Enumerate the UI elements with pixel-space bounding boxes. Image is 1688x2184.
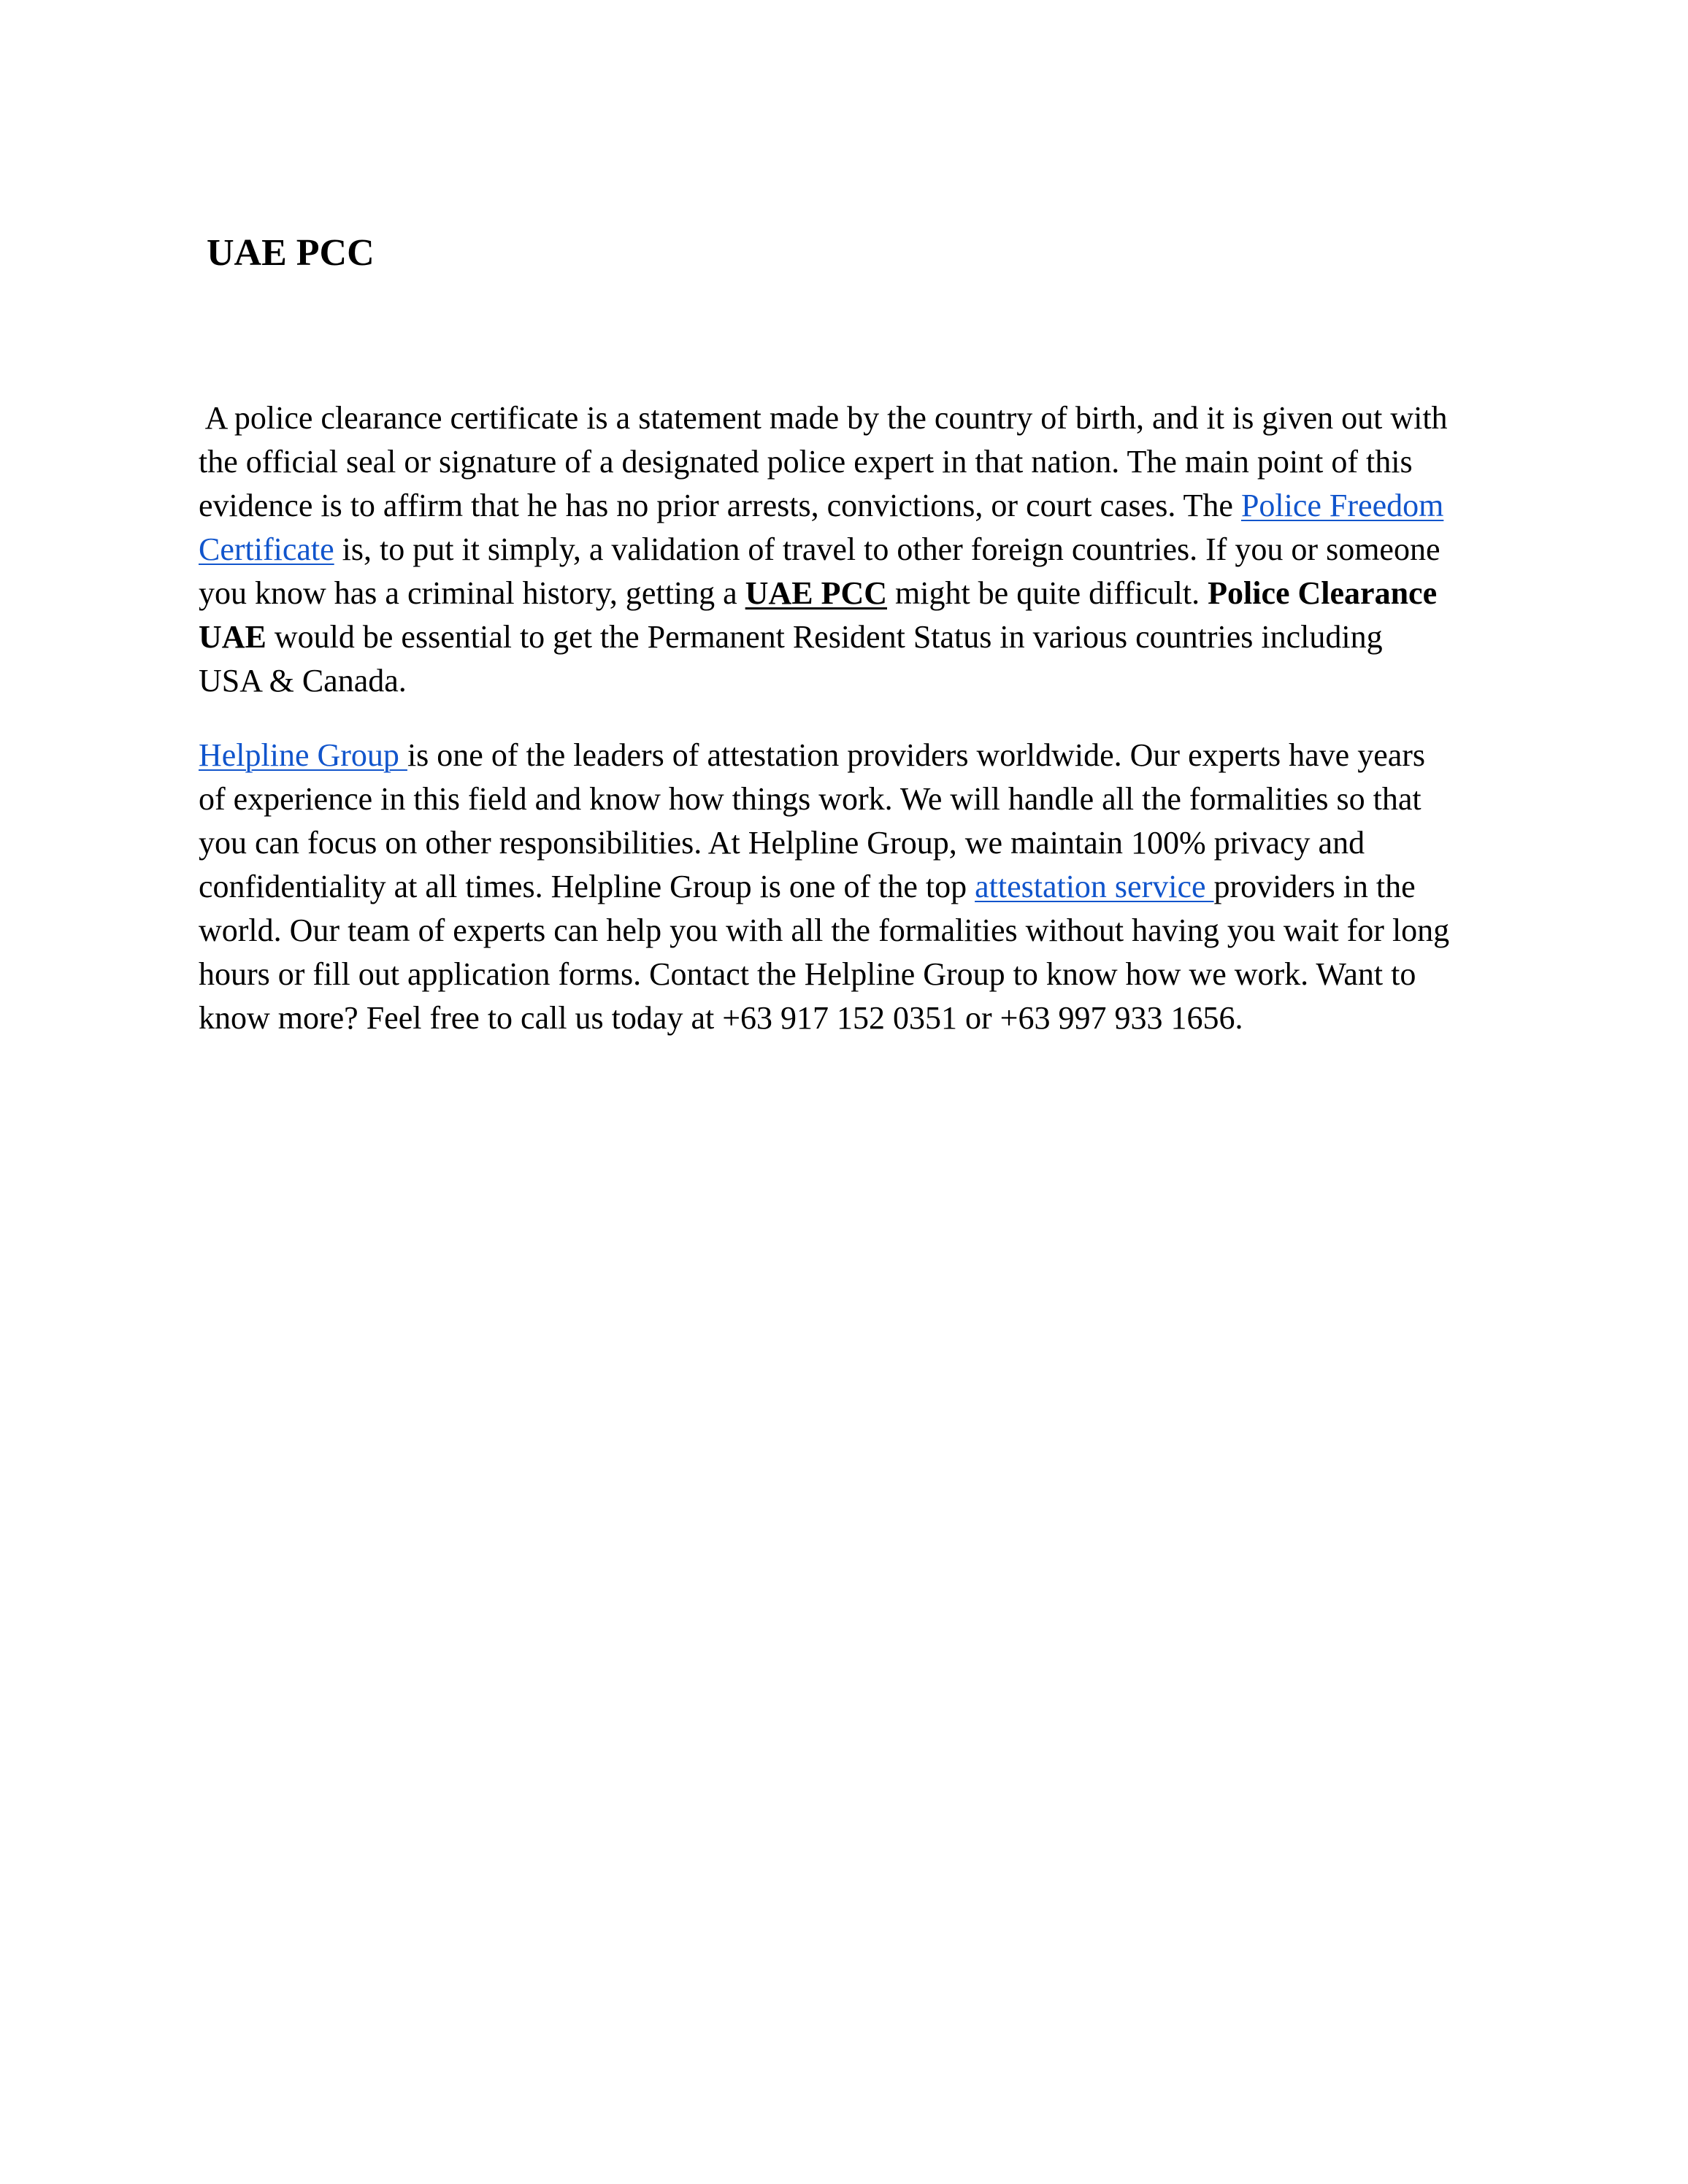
paragraph2-line-3: you can focus on other responsibilities. At Helpline Group, we maintain 100% privacy and bbox=[199, 825, 1365, 861]
paragraph1-line-4 bbox=[199, 528, 1505, 572]
paragraph1-line-3-text: evidence is to affirm that he has no prior arrests, convictions, or court cases. The bbox=[199, 488, 1241, 523]
police-clearance-emphasis: Police Clearance bbox=[1208, 575, 1438, 611]
paragraph1-line-6 bbox=[199, 615, 1505, 659]
uae-pcc-emphasis: UAE PCC bbox=[745, 575, 887, 611]
paragraph1-line-4-text: is, to put it simply, a validation of travel to other foreign countries. If you or someone bbox=[334, 531, 1440, 567]
paragraph1-line-5-text-b: might be quite difficult. bbox=[887, 575, 1208, 611]
paragraph2-line-1-text: is one of the leaders of attestation providers worldwide. Our experts have years bbox=[407, 737, 1426, 773]
paragraph1-line-5 bbox=[199, 572, 1505, 615]
paragraph2-line-4 bbox=[199, 865, 1505, 909]
paragraph2-line-2: of experience in this field and know how things work. We will handle all the formalities so that bbox=[199, 781, 1422, 817]
paragraph1-line-2: the official seal or signature of a designated police expert in that nation. The main point of this bbox=[199, 444, 1413, 480]
paragraph1-line-1: A police clearance certificate is a statement made by the country of birth, and it is given out with bbox=[199, 400, 1448, 436]
police-clearance-emphasis-continued: UAE bbox=[199, 619, 266, 655]
paragraph2-line-5: world. Our team of experts can help you with all the formalities without having you wait for long bbox=[199, 912, 1450, 948]
paragraph-helpline-group bbox=[199, 734, 1505, 1040]
paragraph1-line-6-text: would be essential to get the Permanent Resident Status in various countries including bbox=[266, 619, 1383, 655]
paragraph2-line-6: hours or fill out application forms. Contact the Helpline Group to know how we work. Want to bbox=[199, 956, 1416, 992]
paragraph1-line-7: USA & Canada. bbox=[199, 663, 407, 699]
document-title: UAE PCC bbox=[207, 232, 375, 274]
paragraph2-line-1 bbox=[199, 734, 1505, 777]
paragraph1-line-3 bbox=[199, 484, 1505, 528]
attestation-service-link[interactable]: attestation service bbox=[975, 869, 1214, 904]
police-freedom-certificate-link-continued[interactable]: Certificate bbox=[199, 531, 334, 567]
paragraph1-line-5-text-a: you know has a criminal history, getting a bbox=[199, 575, 745, 611]
police-freedom-certificate-link[interactable]: Police Freedom bbox=[1240, 488, 1444, 523]
paragraph2-line-7: know more? Feel free to call us today at +63 917 152 0351 or +63 997 933 1656. bbox=[199, 1000, 1243, 1036]
paragraph2-line-4-text-b: providers in the bbox=[1213, 869, 1416, 904]
paragraph2-line-4-text-a: confidentiality at all times. Helpline Group is one of the top bbox=[199, 869, 975, 904]
paragraph-police-clearance bbox=[199, 396, 1505, 703]
helpline-group-link[interactable]: Helpline Group bbox=[199, 737, 407, 773]
